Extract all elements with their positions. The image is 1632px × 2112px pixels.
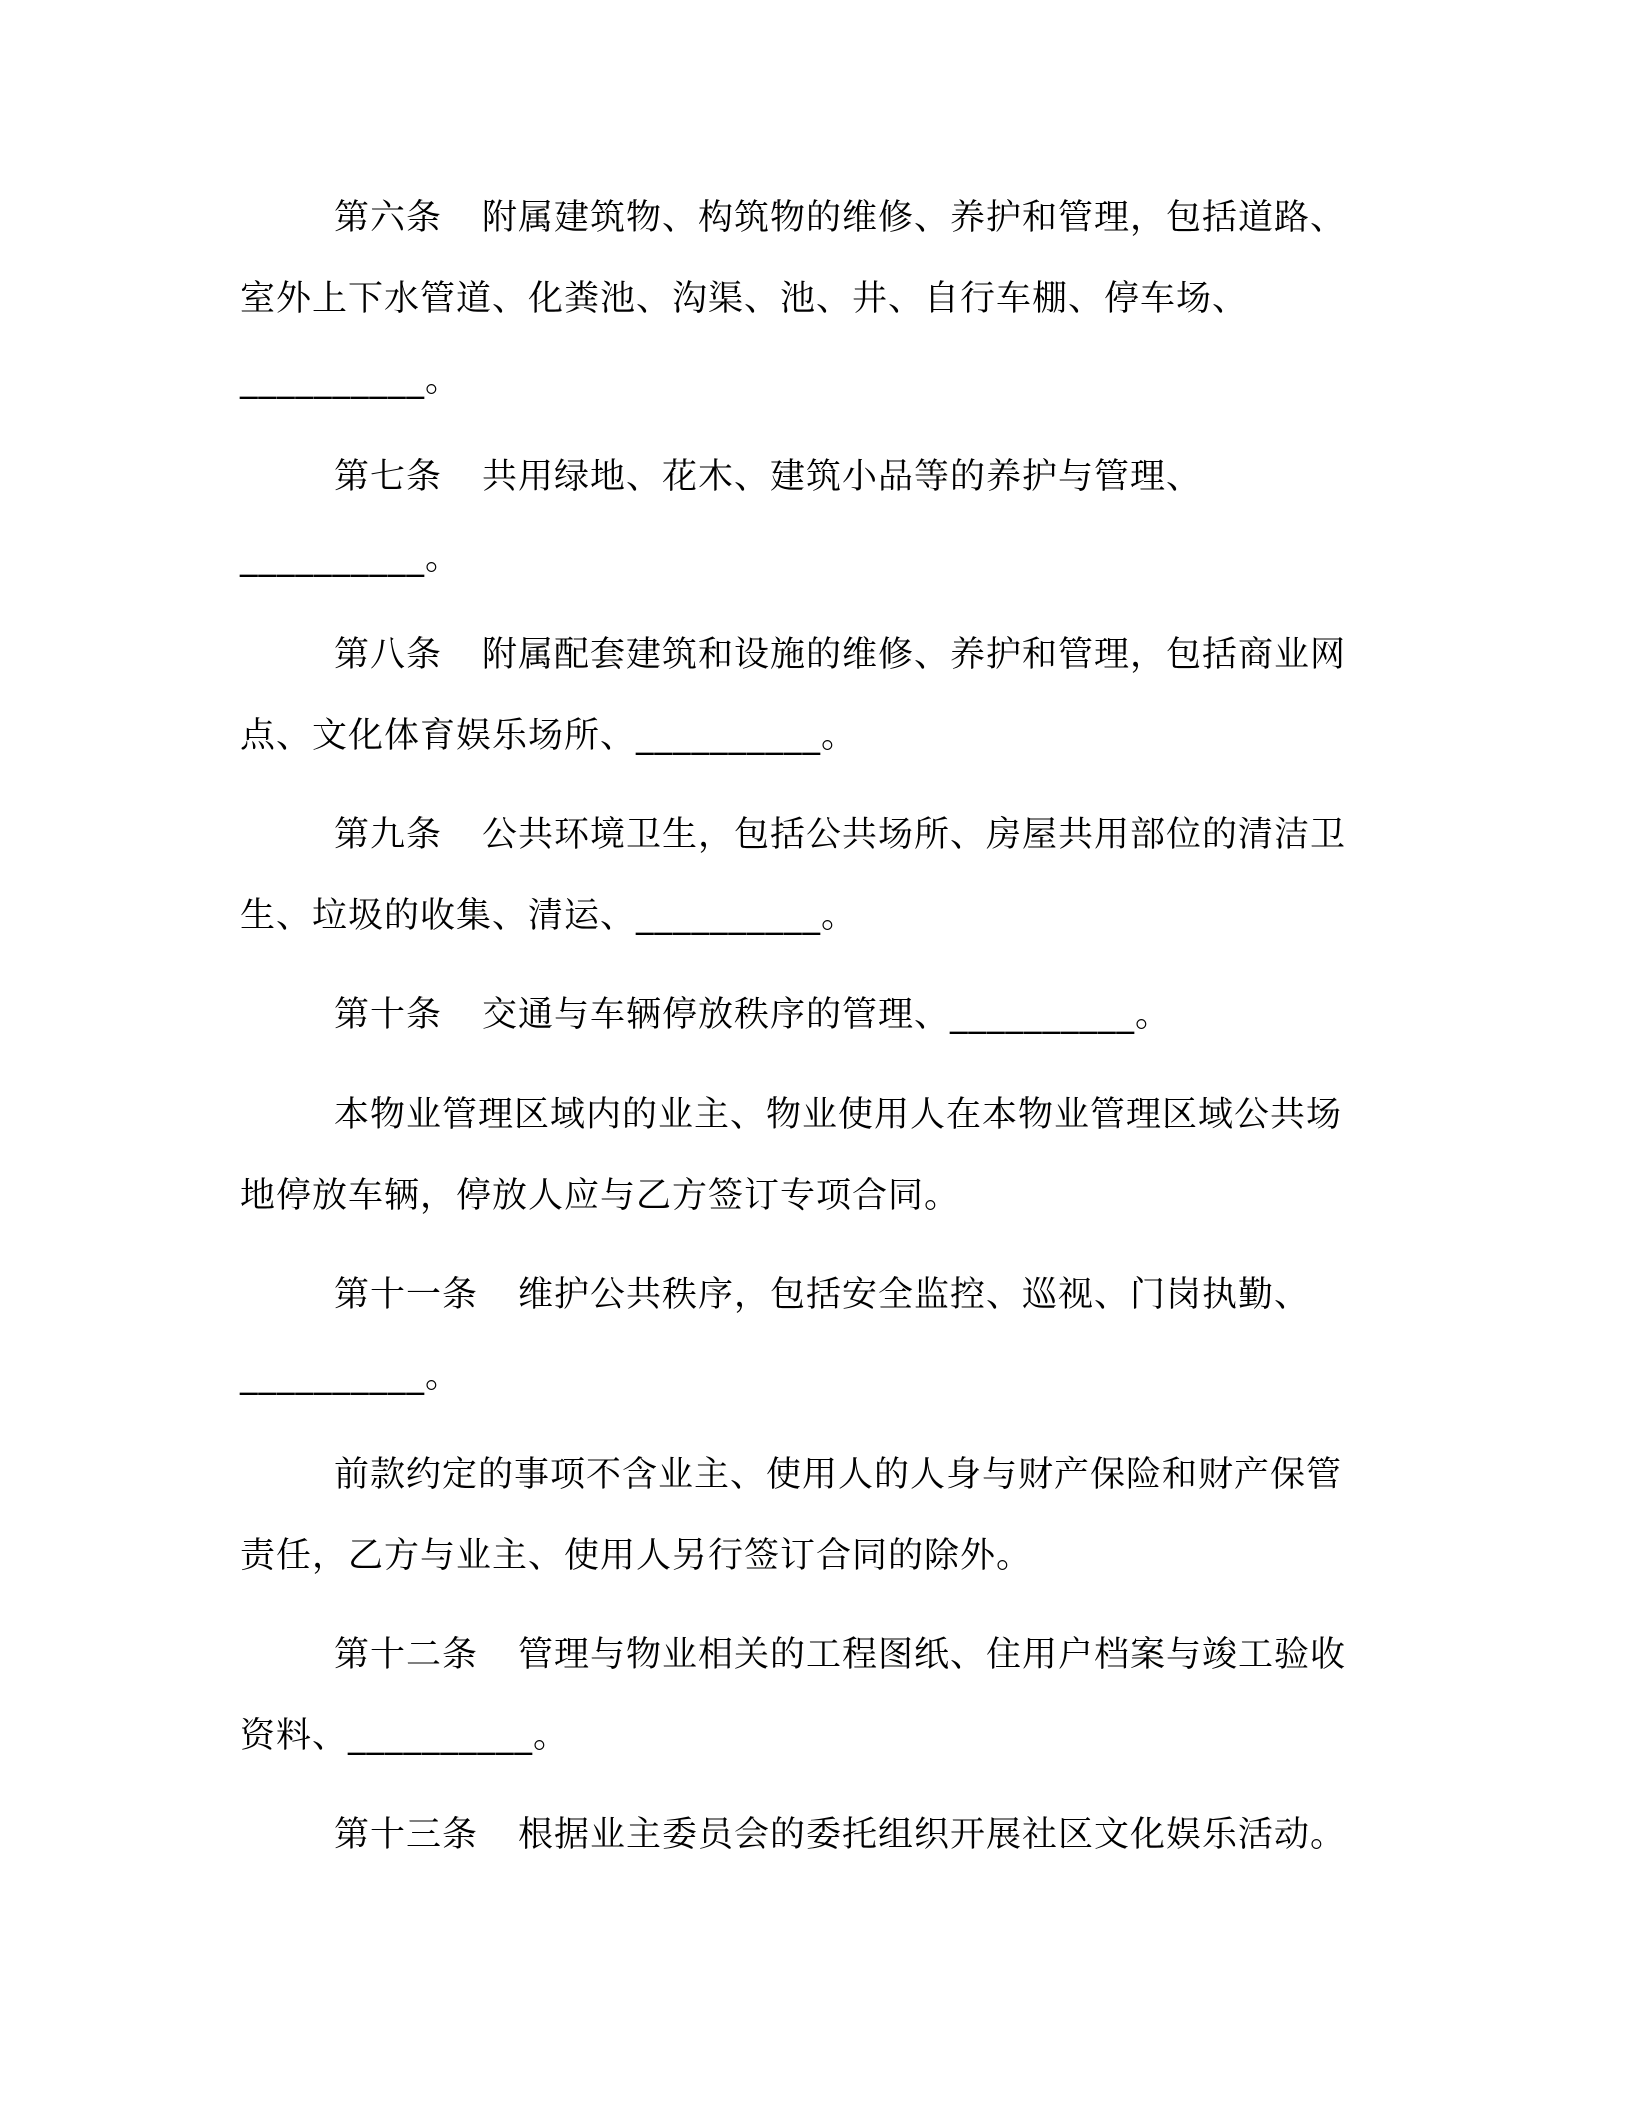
- article-number: 第十条: [334, 995, 443, 1035]
- paragraph-line: 资料、__________。: [240, 1716, 570, 1756]
- paragraph-text: 前款约定的事项不含业主、使用人的人身与财产保险和财产保管: [334, 1455, 1343, 1495]
- article-number: 第九条: [334, 815, 443, 855]
- paragraph-line: [240, 1255, 1380, 1336]
- paragraph-line: __________。: [240, 538, 462, 578]
- article-number: 第十二条: [334, 1635, 479, 1675]
- paragraph-line: 室外上下水管道、化粪池、沟渠、池、井、自行车棚、停车场、: [240, 279, 1249, 319]
- paragraph-line: [240, 178, 1380, 259]
- paragraph-text: 交通与车辆停放秩序的管理、__________。: [482, 995, 1172, 1035]
- article-number: 第六条: [334, 198, 443, 238]
- paragraph-article-9: [240, 795, 1380, 957]
- paragraph-line: 地停放车辆，停放人应与乙方签订专项合同。: [240, 1176, 961, 1216]
- paragraph-text: 根据业主委员会的委托组织开展社区文化娱乐活动。: [518, 1815, 1347, 1855]
- paragraph-article-12: [240, 1615, 1380, 1777]
- paragraph-article-13: [240, 1795, 1380, 1876]
- paragraph-article-8: [240, 615, 1380, 777]
- paragraph-text: 附属建筑物、构筑物的维修、养护和管理，包括道路、: [482, 198, 1347, 238]
- paragraph-article-11: [240, 1255, 1380, 1417]
- paragraph-line: [240, 1615, 1380, 1696]
- paragraph-parking: [240, 1075, 1380, 1237]
- article-number: 第八条: [334, 635, 443, 675]
- paragraph-line: __________。: [240, 360, 462, 400]
- paragraph-line: 责任，乙方与业主、使用人另行签订合同的除外。: [240, 1536, 1033, 1576]
- paragraph-article-7: [240, 437, 1380, 599]
- paragraph-line: __________。: [240, 1356, 462, 1396]
- paragraph-line: [240, 1075, 1380, 1156]
- paragraph-line: [240, 1435, 1380, 1516]
- paragraph-exclusion: [240, 1435, 1380, 1597]
- paragraph-article-6: [240, 178, 1380, 421]
- paragraph-text: 公共环境卫生，包括公共场所、房屋共用部位的清洁卫: [482, 815, 1347, 855]
- paragraph-text: 附属配套建筑和设施的维修、养护和管理，包括商业网: [482, 635, 1347, 675]
- paragraph-article-10: [240, 975, 1380, 1056]
- article-number: 第十一条: [334, 1275, 479, 1315]
- paragraph-line: 生、垃圾的收集、清运、__________。: [240, 896, 858, 936]
- article-number: 第七条: [334, 457, 443, 497]
- paragraph-line: [240, 975, 1380, 1056]
- article-number: 第十三条: [334, 1815, 479, 1855]
- paragraph-text: 共用绿地、花木、建筑小品等的养护与管理、: [482, 457, 1203, 497]
- paragraph-line: [240, 795, 1380, 876]
- paragraph-line: 点、文化体育娱乐场所、__________。: [240, 716, 858, 756]
- paragraph-text: 本物业管理区域内的业主、物业使用人在本物业管理区域公共场: [334, 1095, 1343, 1135]
- paragraph-line: [240, 1795, 1380, 1876]
- paragraph-text: 管理与物业相关的工程图纸、住用户档案与竣工验收: [518, 1635, 1347, 1675]
- paragraph-text: 维护公共秩序，包括安全监控、巡视、门岗执勤、: [518, 1275, 1311, 1315]
- paragraph-line: [240, 437, 1380, 518]
- paragraph-line: [240, 615, 1380, 696]
